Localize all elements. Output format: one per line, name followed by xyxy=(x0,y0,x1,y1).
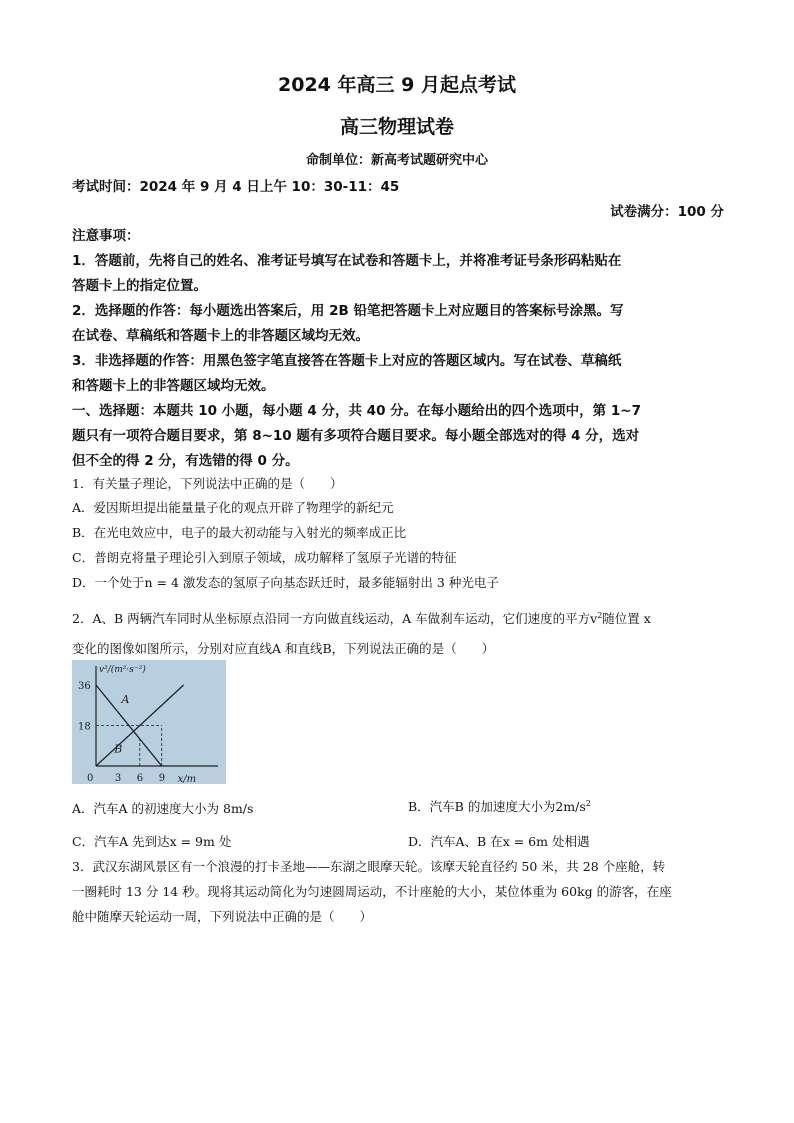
q2-stem-line-2: 变化的图像如图所示，分别对应直线A 和直线B，下列说法正确的是（ ） xyxy=(72,641,495,656)
series-label-a: A xyxy=(121,693,130,706)
x-axis-label: x/m xyxy=(177,774,197,784)
full-score: 试卷满分：100 分 xyxy=(610,204,724,220)
q2-option-b xyxy=(408,797,591,815)
series-label-b: B xyxy=(114,742,123,756)
x-tick-label: 9 xyxy=(158,773,166,784)
q2-stem-sup: 2 xyxy=(597,610,603,620)
q2-option-a: A．汽车A 的初速度大小为 8m/s xyxy=(72,801,254,816)
note-3-line-1: 3．非选择题的作答：用黑色签字笔直接答在答题卡上对应的答题区域内。写在试卷、草稿纸 xyxy=(72,353,622,369)
note-3-line-2: 和答题卡上的非答题区域均无效。 xyxy=(72,378,275,394)
q3-line-3: 舱中随摩天轮运动一周，下列说法中正确的是（ ） xyxy=(72,909,373,924)
q2-option-b-text: B．汽车B 的加速度大小为2m/s xyxy=(408,799,586,814)
exam-title: 2024 年高三 9 月起点考试 xyxy=(278,74,516,96)
q2-option-b-sup: 2 xyxy=(585,798,591,808)
q2-stem-line-1 xyxy=(72,609,724,627)
notes-heading: 注意事项： xyxy=(72,228,140,244)
note-1-line-1: 1．答题前，先将自己的姓名、准考证号填写在试卷和答题卡上，并将准考证号条形码粘贴在 xyxy=(72,253,622,269)
exam-subtitle: 高三物理试卷 xyxy=(339,116,454,138)
exam-time: 考试时间：2024 年 9 月 4 日上午 10：30-11：45 xyxy=(72,179,400,195)
x-tick-label: 3 xyxy=(114,773,122,784)
v2-x-chart xyxy=(72,660,226,784)
q3-line-1: 3．武汉东湖风景区有一个浪漫的打卡圣地——东湖之眼摩天轮。该摩天轮直径约 50 米，共 28 个座舱，转 xyxy=(72,859,666,874)
q1-option-d: D．一个处于n = 4 激发态的氢原子向基态跃迁时，最多能辐射出 3 种光电子 xyxy=(72,575,499,590)
x-tick-label: 6 xyxy=(136,773,144,784)
y-tick-label: 36 xyxy=(78,681,91,692)
section-1-line-2: 题只有一项符合题目要求，第 8~10 题有多项符合题目要求。每小题全部选对的得 4 分，选对 xyxy=(72,428,640,444)
q1-stem: 1．有关量子理论，下列说法中正确的是（ ） xyxy=(72,476,343,491)
y-tick-label: 18 xyxy=(78,721,91,733)
q2-option-c: C．汽车A 先到达x = 9m 处 xyxy=(72,834,232,849)
q2-stem-pre: 2．A、B 两辆汽车同时从坐标原点沿同一方向做直线运动，A 车做刹车运动，它们速度的平方v xyxy=(72,611,598,626)
exam-maker: 命制单位：新高考试题研究中心 xyxy=(305,153,488,168)
section-1-line-1: 一、选择题：本题共 10 小题，每小题 4 分，共 40 分。在每小题给出的四个选项中，第 1~7 xyxy=(72,403,641,419)
y-axis-label: v²/(m²·s⁻²) xyxy=(99,665,146,675)
q1-option-a: A．爱因斯坦提出能量量子化的观点开辟了物理学的新纪元 xyxy=(72,500,394,515)
section-1-line-3: 但不全的得 2 分，有选错的得 0 分。 xyxy=(72,453,299,469)
q1-option-c: C．普朗克将量子理论引入到原子领域，成功解释了氢原子光谱的特征 xyxy=(72,550,457,565)
note-1-line-2: 答题卡上的指定位置。 xyxy=(72,278,207,294)
note-2-line-1: 2．选择题的作答：每小题选出答案后，用 2B 铅笔把答题卡上对应题目的答案标号涂黑。写 xyxy=(72,303,624,319)
note-2-line-2: 在试卷、草稿纸和答题卡上的非答题区域均无效。 xyxy=(72,328,369,344)
q3-line-2: 一圈耗时 13 分 14 秒。现将其运动简化为匀速圆周运动，不计座舱的大小，某位体重为 60kg 的游客，在座 xyxy=(72,884,672,899)
q1-option-b: B．在光电效应中，电子的最大初动能与入射光的频率成正比 xyxy=(72,525,407,540)
q2-option-d: D．汽车A、B 在x = 6m 处相遇 xyxy=(408,834,590,849)
x-tick-label: 0 xyxy=(87,773,94,784)
q2-stem-post: 随位置 x xyxy=(602,611,651,626)
